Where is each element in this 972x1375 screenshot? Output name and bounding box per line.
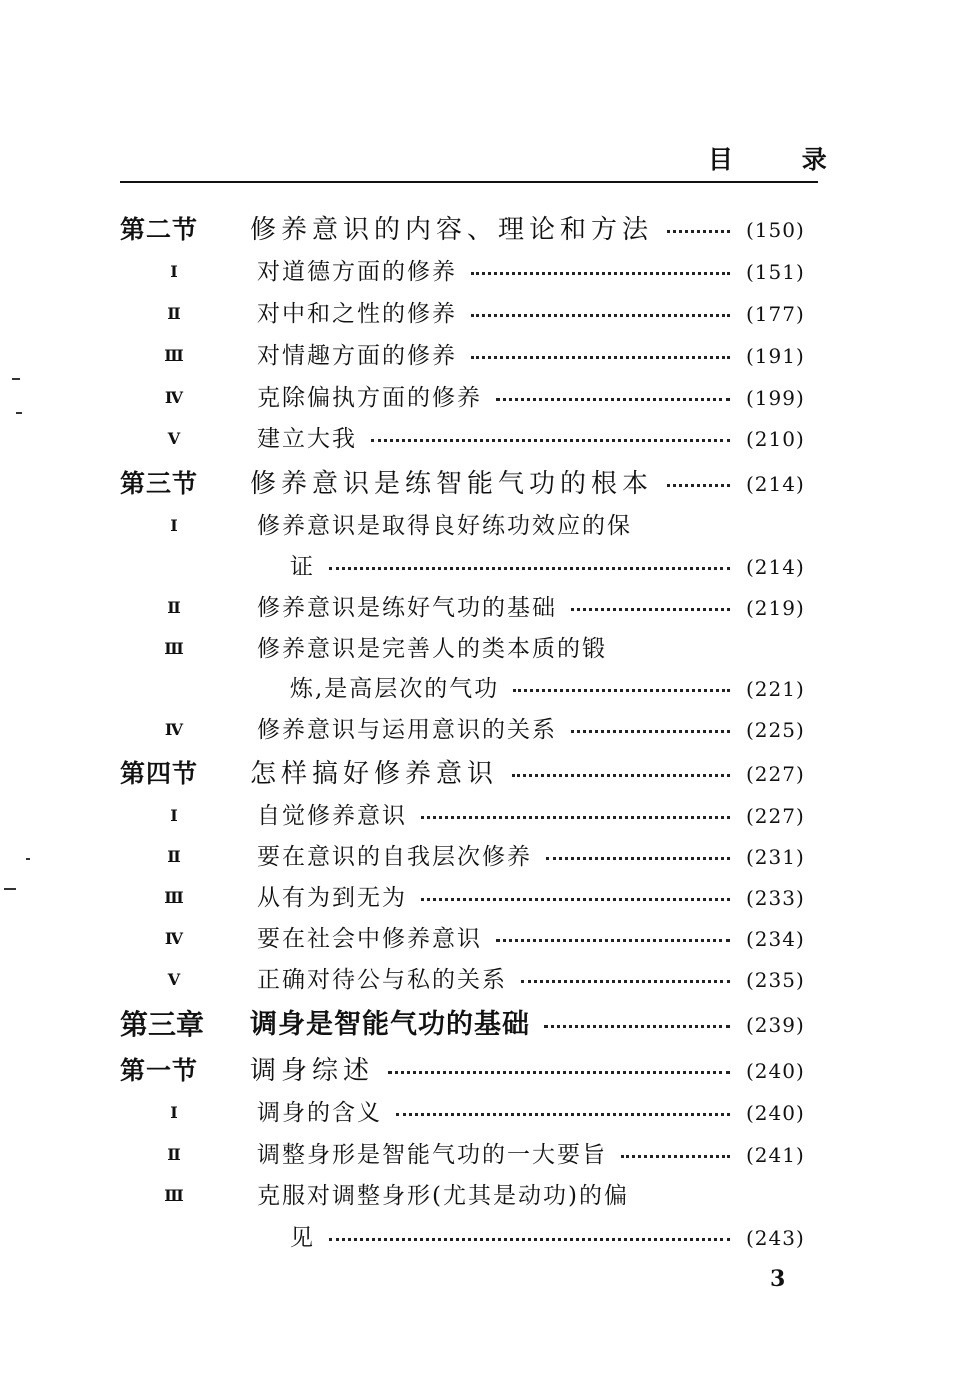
- dot-leader: [421, 816, 730, 819]
- entry-title: 调身的含义: [257, 1100, 382, 1126]
- page-reference: (151): [746, 260, 805, 284]
- page-reference: (177): [746, 302, 805, 326]
- chapter-entry: [0, 1007, 972, 1043]
- dot-leader: [667, 230, 730, 233]
- dot-leader: [496, 939, 730, 942]
- page-reference: (214): [746, 555, 805, 579]
- subsection-entry: [0, 380, 972, 416]
- dot-leader: [388, 1071, 730, 1074]
- dot-leader: [513, 689, 730, 692]
- scan-speck: [12, 378, 20, 380]
- entry-title: 克服对调整身形(尤其是动功)的偏: [257, 1183, 629, 1209]
- roman-numeral: Ⅲ: [164, 888, 184, 907]
- page-reference: (199): [746, 386, 805, 410]
- section-entry: [0, 1053, 972, 1089]
- roman-numeral: Ⅲ: [164, 1186, 184, 1205]
- subsection-entry: [0, 921, 972, 957]
- roman-numeral: Ⅰ: [170, 1103, 178, 1122]
- subsection-entry: [0, 798, 972, 834]
- dot-leader: [471, 314, 730, 317]
- entry-title: 自觉修养意识: [257, 803, 407, 829]
- dot-leader: [396, 1113, 730, 1116]
- scan-speck: [26, 858, 30, 860]
- entry-title: 对道德方面的修养: [257, 259, 457, 285]
- entry-title: 克除偏执方面的修养: [257, 385, 482, 411]
- roman-numeral: Ⅴ: [167, 970, 181, 989]
- entry-label: 第二节: [120, 215, 199, 244]
- page-reference: (240): [746, 1059, 805, 1083]
- dot-leader: [329, 1238, 730, 1241]
- page-reference: (243): [746, 1226, 805, 1250]
- entry-title: 修养意识是取得良好练功效应的保: [257, 513, 632, 539]
- subsection-entry: [0, 508, 972, 544]
- section-entry: [0, 466, 972, 502]
- roman-numeral: Ⅱ: [167, 304, 181, 323]
- page-number: 3: [770, 1266, 786, 1292]
- entry-title: 正确对待公与私的关系: [257, 967, 507, 993]
- toc-entry-continuation: [0, 549, 972, 585]
- section-entry: [0, 212, 972, 248]
- entry-title: 修养意识是练好气功的基础: [257, 595, 557, 621]
- dot-leader: [471, 356, 730, 359]
- entry-title: 要在意识的自我层次修养: [257, 844, 532, 870]
- entry-title: 怎样搞好修养意识: [250, 759, 499, 789]
- page-reference: (227): [746, 762, 805, 786]
- roman-numeral: Ⅳ: [164, 720, 184, 739]
- entry-label: 第一节: [120, 1056, 199, 1085]
- subsection-entry: [0, 631, 972, 667]
- toc-entry-continuation: [0, 671, 972, 707]
- entry-title: 修养意识与运用意识的关系: [257, 717, 557, 743]
- roman-numeral: Ⅰ: [170, 262, 178, 281]
- page-reference: (210): [746, 427, 805, 451]
- roman-numeral: Ⅱ: [167, 1145, 181, 1164]
- entry-title: 证: [290, 554, 315, 580]
- roman-numeral: Ⅲ: [164, 639, 184, 658]
- dot-leader: [571, 730, 730, 733]
- dot-leader: [496, 398, 730, 401]
- subsection-entry: [0, 590, 972, 626]
- entry-title: 调整身形是智能气功的一大要旨: [257, 1142, 607, 1168]
- subsection-entry: [0, 839, 972, 875]
- dot-leader: [371, 439, 730, 442]
- entry-title: 建立大我: [257, 426, 357, 452]
- roman-numeral: Ⅱ: [167, 598, 181, 617]
- subsection-entry: [0, 1095, 972, 1131]
- entry-title: 要在社会中修养意识: [257, 926, 482, 952]
- page-reference: (233): [746, 886, 805, 910]
- entry-title: 修养意识是练智能气功的根本: [250, 469, 654, 499]
- dot-leader: [571, 608, 730, 611]
- page-reference: (214): [746, 472, 805, 496]
- dot-leader: [544, 1025, 730, 1028]
- page-reference: (239): [746, 1013, 805, 1037]
- page-reference: (231): [746, 845, 805, 869]
- header-rule: [120, 181, 818, 183]
- dot-leader: [667, 484, 730, 487]
- page-reference: (234): [746, 927, 805, 951]
- entry-title: 修养意识的内容、理论和方法: [250, 215, 654, 245]
- dot-leader: [329, 567, 730, 570]
- dot-leader: [471, 272, 730, 275]
- scan-speck: [4, 888, 16, 890]
- page-reference: (150): [746, 218, 805, 242]
- page-reference: (235): [746, 968, 805, 992]
- page-reference: (219): [746, 596, 805, 620]
- page-reference: (241): [746, 1143, 805, 1167]
- entry-label: 第三章: [120, 1008, 205, 1041]
- subsection-entry: [0, 254, 972, 290]
- subsection-entry: [0, 1137, 972, 1173]
- roman-numeral: Ⅴ: [167, 429, 181, 448]
- entry-title: 对中和之性的修养: [257, 301, 457, 327]
- roman-numeral: Ⅳ: [164, 929, 184, 948]
- entry-title: 从有为到无为: [257, 885, 407, 911]
- roman-numeral: Ⅲ: [164, 346, 184, 365]
- entry-title: 修养意识是完善人的类本质的锻: [257, 636, 607, 662]
- roman-numeral: Ⅰ: [170, 806, 178, 825]
- roman-numeral: Ⅳ: [164, 388, 184, 407]
- subsection-entry: [0, 880, 972, 916]
- subsection-entry: [0, 1178, 972, 1214]
- scan-speck: [16, 412, 22, 414]
- page-reference: (227): [746, 804, 805, 828]
- entry-label: 第三节: [120, 469, 199, 498]
- section-entry: [0, 756, 972, 792]
- subsection-entry: [0, 962, 972, 998]
- subsection-entry: [0, 421, 972, 457]
- dot-leader: [521, 980, 730, 983]
- toc-entry-continuation: [0, 1220, 972, 1256]
- subsection-entry: [0, 296, 972, 332]
- page-reference: (221): [746, 677, 805, 701]
- entry-title: 对情趣方面的修养: [257, 343, 457, 369]
- entry-title: 调身综述: [250, 1056, 375, 1086]
- dot-leader: [512, 774, 730, 777]
- entry-title: 见: [290, 1225, 315, 1251]
- entry-title: 炼,是高层次的气功: [290, 676, 500, 702]
- subsection-entry: [0, 338, 972, 374]
- page-reference: (225): [746, 718, 805, 742]
- page-header-title: 目 录: [708, 145, 857, 174]
- roman-numeral: Ⅰ: [170, 516, 178, 535]
- dot-leader: [621, 1155, 730, 1158]
- entry-title: 调身是智能气功的基础: [250, 1009, 530, 1040]
- roman-numeral: Ⅱ: [167, 847, 181, 866]
- dot-leader: [546, 857, 730, 860]
- entry-label: 第四节: [120, 759, 199, 788]
- subsection-entry: [0, 712, 972, 748]
- dot-leader: [421, 898, 730, 901]
- page-reference: (191): [746, 344, 805, 368]
- page-reference: (240): [746, 1101, 805, 1125]
